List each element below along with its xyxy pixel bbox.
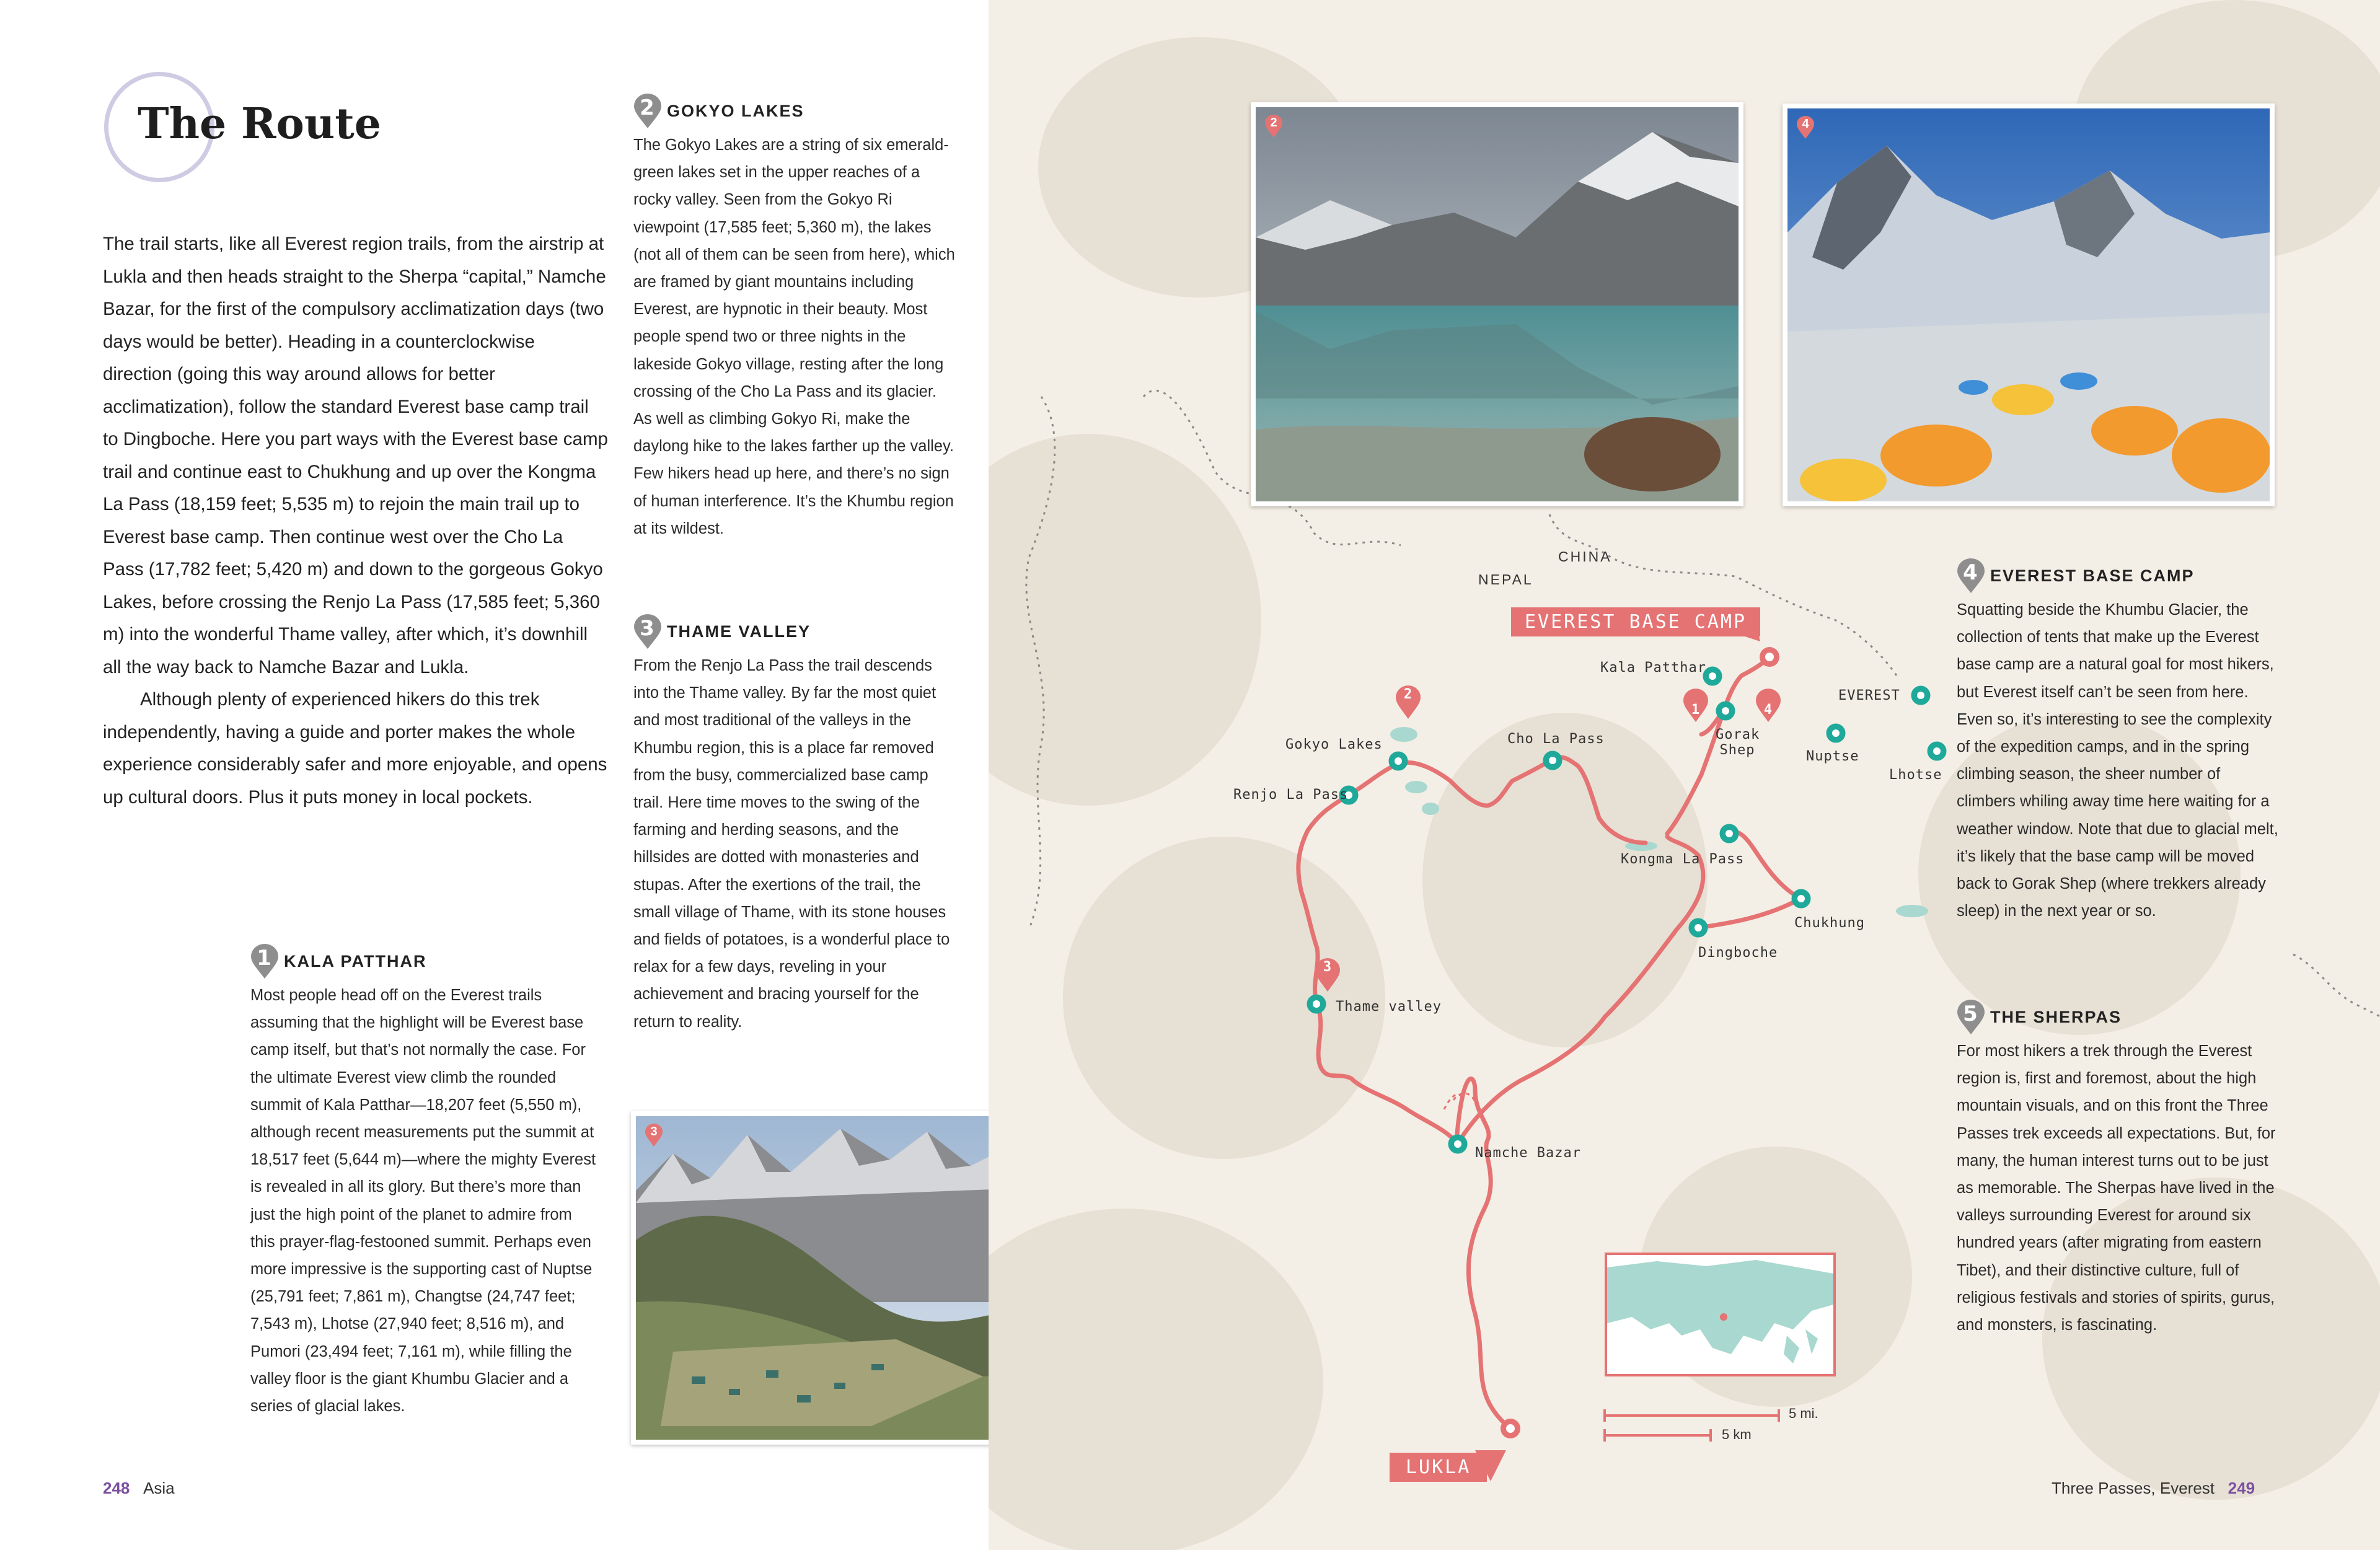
photo-number-tag: 3 — [645, 1124, 663, 1147]
page-number: 249 — [2228, 1479, 2255, 1497]
section-body: Squatting beside the Khumbu Glacier, the collection of tents that make up the Everest base camp are a natural goal for most hikers, but Everest itself can’t be seen from here. Even so, it’s interesting to see the complexity of the expedition camps, and in the spring climbing season, the sheer number of climbers whiling away time here waiting for a weather window. Note that due to glacial melt, it’s likely that the base camp will be moved back to Gorak Shep (where trekkers already sleep) in the next year or so. — [1957, 601, 2278, 920]
border-line — [2293, 954, 2380, 1016]
label-everest: EVEREST — [1838, 688, 1900, 703]
number-marker-icon: 3 — [633, 614, 662, 650]
section-name: Asia — [143, 1479, 175, 1497]
gokyo-lake-image — [1256, 107, 1739, 501]
label-renjo-la-pass: Renjo La Pass — [1233, 787, 1349, 803]
section-thame-valley — [633, 614, 956, 1036]
scale-label-km: 5 km — [1722, 1427, 1752, 1442]
section-everest-base-camp — [1957, 558, 2279, 925]
marker-number: 3 — [1323, 959, 1333, 975]
label-lhotse: Lhotse — [1889, 767, 1942, 783]
route-line — [1698, 832, 1800, 928]
section-heading — [250, 943, 597, 979]
page-number: 248 — [103, 1479, 130, 1497]
intro-paragraph-2: Although plenty of experienced hikers do this trek independently, having a guide and porter makes the whole experience considerably safer and more enjoyable, and opens up cultural doors. Plus it puts money in local pockets. — [103, 689, 607, 808]
section-kala-patthar — [250, 943, 597, 1420]
intro-text — [103, 228, 608, 814]
label-namche-bazar: Namche Bazar — [1475, 1145, 1581, 1161]
section-body: From the Renjo La Pass the trail descends into the Thame valley. By far the most quiet and most traditional of the valleys in the Khumbu region, this is a place far removed from the busy, commercialized base camp trail. Here time moves to the swing of the farming and herding seasons, and the hillsides are dotted with monasteries and stupas. After the exertions of the trail, the small village of Thame, with its stone houses and fields of potatoes, is a wonderful place to relax for a few days, reveling in your achievement and bracing yourself for the return to reality. — [633, 657, 950, 1031]
section-title: EVEREST BASE CAMP — [1990, 566, 2195, 585]
section-title: THE SHERPAS — [1990, 1007, 2122, 1026]
section-heading — [633, 93, 956, 129]
intro-paragraph-1: The trail starts, like all Everest region trails, from the airstrip at Lukla and then heads straight to the Sherpa “capital,” Namche Bazar, for the first of the compulsory acclimatization days (two days would be better). Heading in a counterclockwise direction (going this way around allows for better acclimatization), follow the standard Everest base camp trail to Dingboche. Here you part ways with the Everest base camp trail and continue east to Chukhung and up over the Kongma La Pass (18,159 feet; 5,535 m) to rejoin the main trail up to Everest base camp. Then continue west over the Cho La Pass (17,782 feet; 5,420 m) and down to the gorgeous Gokyo Lakes, before crossing the Renjo La Pass (17,585 feet; 5,360 m) into the wonderful Thame valley, after which, it’s downhill all the way back to Namche Bazar and Lukla. — [103, 234, 608, 677]
marker-number: 2 — [1403, 687, 1413, 702]
section-title: THAME VALLEY — [667, 622, 811, 641]
lake — [1390, 727, 1417, 742]
section-heading — [633, 614, 956, 650]
country-label-china: CHINA — [1558, 548, 1612, 565]
border-line — [1026, 397, 1055, 930]
lake — [1405, 781, 1427, 793]
label-chukhung: Chukhung — [1794, 915, 1865, 931]
label-cho-la-pass: Cho La Pass — [1507, 731, 1605, 747]
scale-label-miles: 5 mi. — [1789, 1406, 1818, 1421]
banner-everest-base-camp: EVEREST BASE CAMP — [1511, 607, 1760, 636]
label-gorak-shep: Gorak Shep — [1716, 727, 1760, 758]
lake — [1422, 803, 1439, 815]
marker-number: 1 — [1691, 702, 1701, 718]
section-body: The Gokyo Lakes are a string of six emerald-green lakes set in the upper reaches of a rocky valley. Seen from the Gokyo Ri viewpoint (17,585 feet; 5,360 m), the lakes (not all of them can be seen from here), which are framed by giant mountains including Everest, are hypnotic in their beauty. Most people spend two or three nights in the lakeside Gokyo village, resting after the long crossing of the Cho La Pass and its glacier. As well as climbing Gokyo Ri, make the daylong hike to the lakes farther up the valley. Few hikers head up here, and there’s no sign of human interference. It’s the Khumbu region at its wildest. — [633, 136, 955, 537]
scale-bar-km — [1605, 1429, 1711, 1442]
photo-number-tag: 2 — [1264, 115, 1283, 138]
country-label-nepal: NEPAL — [1478, 571, 1533, 588]
section-heading — [1957, 999, 2279, 1035]
section-name: Three Passes, Everest — [2052, 1479, 2215, 1497]
photo-everest-base-camp — [1783, 103, 2275, 506]
number-marker-icon: 1 — [250, 943, 279, 979]
locator-inset-map — [1605, 1253, 1836, 1376]
banner-lukla: LUKLA — [1390, 1453, 1487, 1482]
photo-number-tag: 4 — [1796, 116, 1815, 139]
label-gokyo-lakes: Gokyo Lakes — [1285, 737, 1383, 752]
section-title: KALA PATTHAR — [284, 951, 427, 971]
section-the-sherpas — [1957, 999, 2279, 1339]
route-line — [1458, 837, 1703, 1143]
section-gokyo-lakes — [633, 93, 956, 542]
scale-bar-miles — [1605, 1409, 1779, 1422]
route-line — [1348, 757, 1646, 843]
section-heading — [1957, 558, 2279, 594]
section-body: Most people head off on the Everest trails assuming that the highlight will be Everest base camp itself, but that’s not normally the case. For the ultimate Everest view climb the rounded summit of Kala Patthar—18,207 feet (5,550 m), although recent measurements put the summit at 18,517 feet (5,644 m)—where the mighty Everest is revealed in all its glory. But there’s more than just the high point of the planet to admire from this prayer-flag-festooned summit. Perhaps even more impressive is the supporting cast of Nuptse (25,791 feet; 7,861 m), Changtse (24,747 feet; 7,543 m), Lhotse (27,940 feet; 8,516 m), and Pumori (23,494 feet; 7,161 m), while filling the valley floor is the giant Khumbu Glacier and a series of glacial lakes. — [250, 987, 596, 1416]
section-title: GOKYO LAKES — [667, 101, 804, 120]
photo-gokyo-lakes — [1251, 102, 1743, 506]
border-line — [1549, 514, 1897, 676]
lake — [1896, 905, 1928, 917]
marker-number: 4 — [1763, 702, 1773, 718]
asia-locator-image — [1607, 1255, 1833, 1374]
label-kongma-la-pass: Kongma La Pass — [1621, 852, 1745, 867]
base-camp-image — [1787, 108, 2270, 501]
number-marker-icon: 2 — [633, 93, 662, 129]
number-marker-icon: 5 — [1957, 999, 1985, 1035]
section-body: For most hikers a trek through the Everest region is, first and foremost, about the high mountain visuals, and on this front the Three Passes trek exceeds all expectations. But, for many, the human interest turns out to be just as memorable. The Sherpas have lived in the valleys surrounding Everest for around six hundred years (after migrating from eastern Tibet), and their distinctive culture, full of religious festivals and stories of spirits, gurus, and monsters, is fascinating. — [1957, 1042, 2276, 1334]
label-nuptse: Nuptse — [1806, 749, 1859, 764]
right-footer — [2052, 1479, 2255, 1498]
page-title: The Route — [138, 99, 381, 149]
number-marker-icon: 4 — [1957, 558, 1985, 594]
label-thame-valley: Thame valley — [1336, 999, 1442, 1015]
left-footer — [103, 1479, 175, 1498]
label-dingboche: Dingboche — [1698, 945, 1778, 961]
label-kala-patthar: Kala Patthar — [1600, 660, 1706, 676]
